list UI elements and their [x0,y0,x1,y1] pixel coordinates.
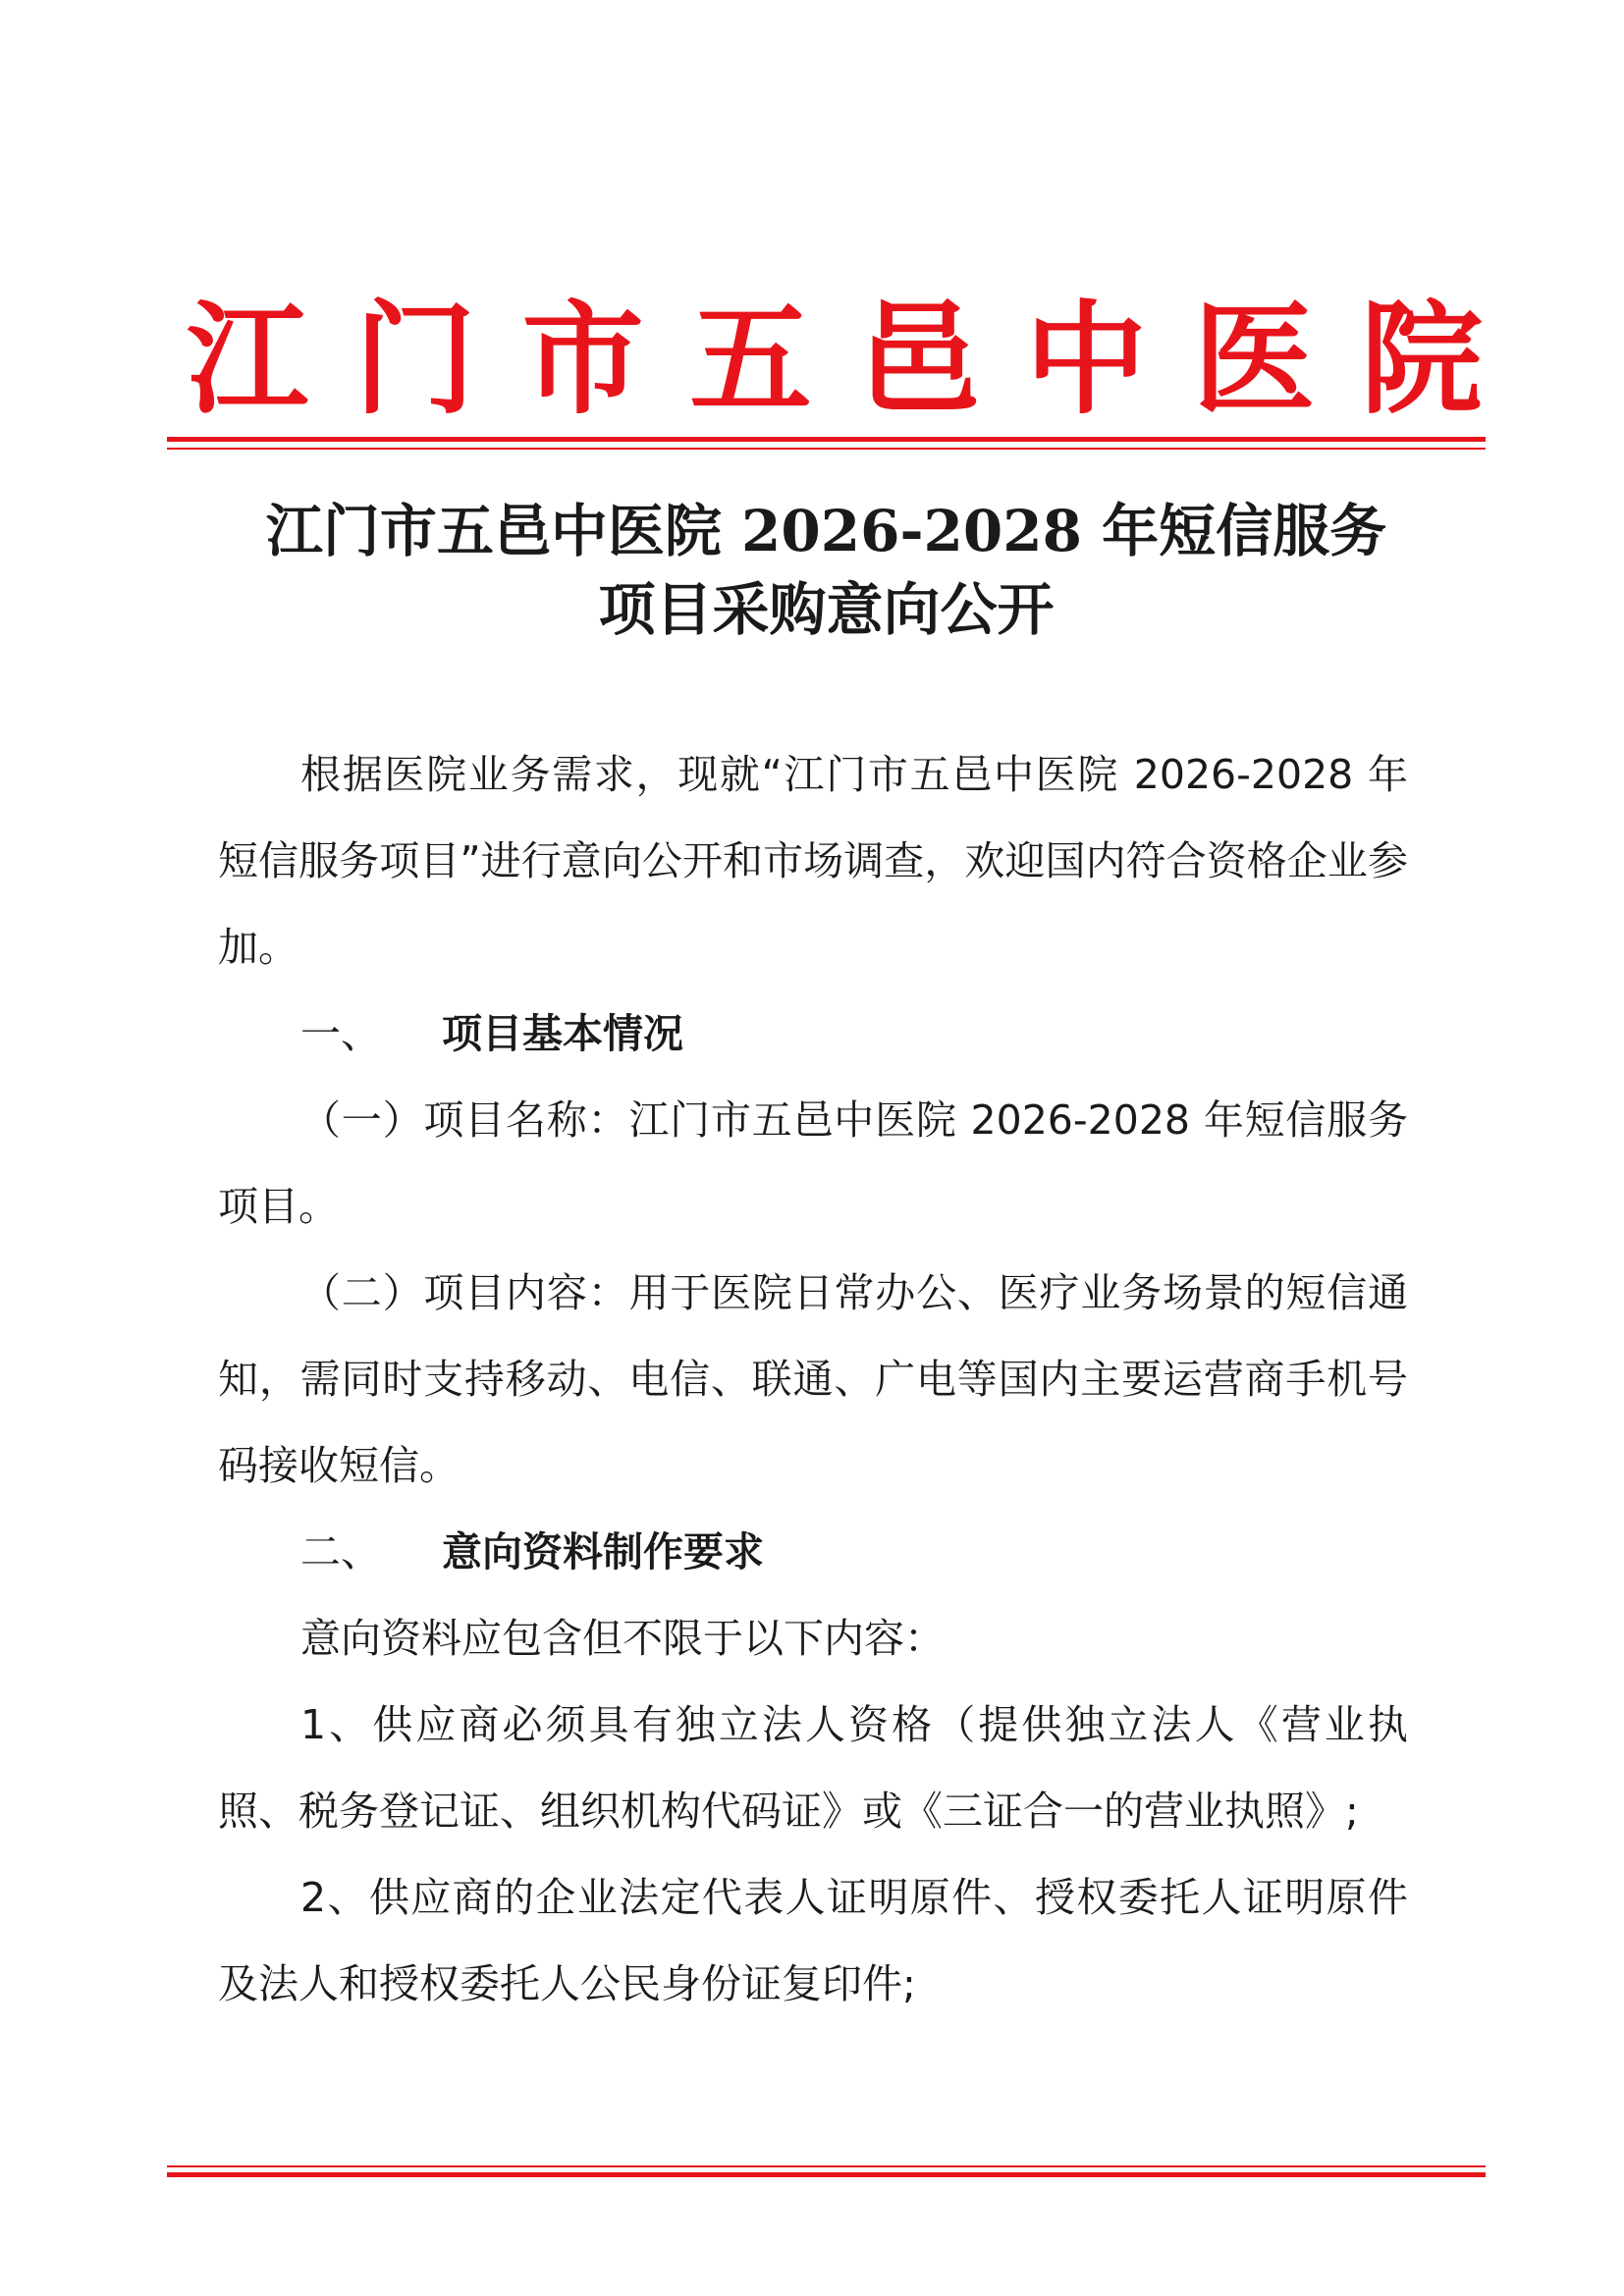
letterhead-char: 门 [353,289,476,431]
section-title: 项目基本情况 [442,1010,683,1057]
section-2-item-1: 意向资料应包含但不限于以下内容： [300,1615,945,1662]
section-number: 二、 [300,1528,381,1575]
doc-title-line1: 江门市五邑中医院 2026-2028 年短信服务 [265,498,1387,564]
section-heading-1 [300,990,683,1077]
letterhead-char: 江 [187,289,309,431]
footer-divider-thick [167,2172,1486,2177]
intro-paragraph: 根据医院业务需求，现就“江门市五邑中医院 2026-2028 年短信服务项目”进行意向公开和市场调查，欢迎国内符合资格企业参加。 [218,751,1408,971]
letterhead-char: 市 [521,289,644,431]
letterhead-char: 院 [1360,289,1483,431]
letterhead-char: 医 [1193,289,1316,431]
section-number: 一、 [300,1010,381,1057]
letterhead-divider-thin [167,448,1486,450]
footer-divider-thin [167,2165,1486,2167]
letterhead-char: 邑 [857,289,980,431]
letterhead-char: 中 [1025,289,1148,431]
section-2-item-3: 2、供应商的企业法定代表人证明原件、授权委托人证明原件及法人和授权委托人公民身份证复印件; [218,1874,1408,2007]
section-2-item-2: 1、供应商必须具有独立法人资格（提供独立法人《营业执照、税务登记证、组织机构代码证》或《三证合一的营业执照》; [218,1701,1408,1835]
letterhead-divider-thick [167,437,1486,442]
section-heading-2 [300,1509,764,1595]
section-1-item-2: （二）项目内容：用于医院日常办公、医疗业务场景的短信通知，需同时支持移动、电信、联通、广电等国内主要运营商手机号码接收短信。 [218,1269,1408,1489]
doc-title-line2: 项目采购意向公开 [598,576,1055,643]
section-title: 意向资料制作要求 [442,1528,764,1575]
letterhead-char: 五 [689,289,812,431]
section-1-item-1: （一）项目名称：江门市五邑中医院 2026-2028 年短信服务项目。 [218,1096,1408,1230]
letterhead-org-name [187,287,1483,434]
